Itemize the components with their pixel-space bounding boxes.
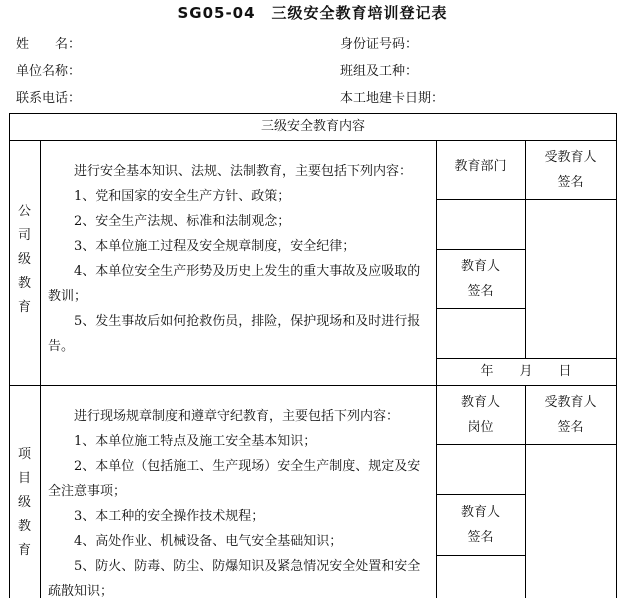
trainee-sign-label: 受教育人 签名 — [544, 394, 597, 435]
content-item: 5、防火、防毒、防尘、防爆知识及紧急情况安全处置和安全疏散知识； — [48, 559, 421, 598]
content-item: 5、发生事故后如何抢救伤员，排险，保护现场和及时进行报告。 — [48, 314, 421, 354]
trainee-sign-label: 受教育人 签名 — [544, 149, 597, 190]
educator-position-label: 教育人 岗位 — [460, 394, 500, 435]
content-item: 3、本单位施工过程及安全规章制度，安全纪律； — [74, 239, 356, 254]
content-item: 4、高处作业、机械设备、电气安全基础知识； — [74, 534, 343, 549]
company-content — [48, 159, 432, 359]
content-item: 2、本单位（包括施工、生产现场）安全生产制度、规定及安全注意事项； — [48, 459, 421, 499]
content-item: 1、党和国家的安全生产方针、政策； — [74, 189, 291, 204]
date-label: 年 月 日 — [480, 364, 572, 379]
label-char: 项 — [17, 447, 31, 462]
label-char: 司 — [17, 228, 31, 243]
label-char: 公 — [17, 204, 31, 219]
label-char: 目 — [17, 471, 31, 486]
name-field: 姓 名： — [16, 37, 82, 52]
content-intro: 进行安全基本知识、法规、法制教育，主要包括下列内容： — [74, 164, 413, 179]
label-char: 育 — [17, 300, 31, 315]
company-level-label — [9, 200, 40, 320]
project-level-label — [9, 443, 40, 563]
phone-field: 联系电话： — [16, 91, 82, 106]
team-field: 班组及工种： — [340, 64, 419, 79]
content-intro: 进行现场规章制度和遵章守纪教育，主要包括下列内容： — [74, 409, 400, 424]
id-number-field: 身份证号码： — [340, 37, 419, 52]
label-char: 级 — [17, 252, 31, 267]
label-char: 教 — [17, 519, 31, 534]
unit-field: 单位名称： — [16, 64, 82, 79]
card-date-field: 本工地建卡日期： — [340, 91, 445, 106]
education-dept-label: 教育部门 — [454, 158, 507, 174]
content-item: 1、本单位施工特点及施工安全基本知识； — [74, 434, 317, 449]
content-item: 3、本工种的安全操作技术规程； — [74, 509, 265, 524]
label-char: 育 — [17, 543, 31, 558]
project-content — [48, 404, 432, 598]
form-title: SG05-04 三级安全教育培训登记表 — [177, 4, 448, 22]
label-char: 级 — [17, 495, 31, 510]
educator-sign-label: 教育人 签名 — [460, 258, 500, 299]
label-char: 教 — [17, 276, 31, 291]
content-item: 2、安全生产法规、标准和法制观念； — [74, 214, 291, 229]
table-header: 三级安全教育内容 — [260, 119, 365, 134]
educator-sign-label: 教育人 签名 — [460, 504, 500, 545]
content-item: 4、本单位安全生产形势及历史上发生的重大事故及应吸取的教训； — [48, 264, 421, 304]
